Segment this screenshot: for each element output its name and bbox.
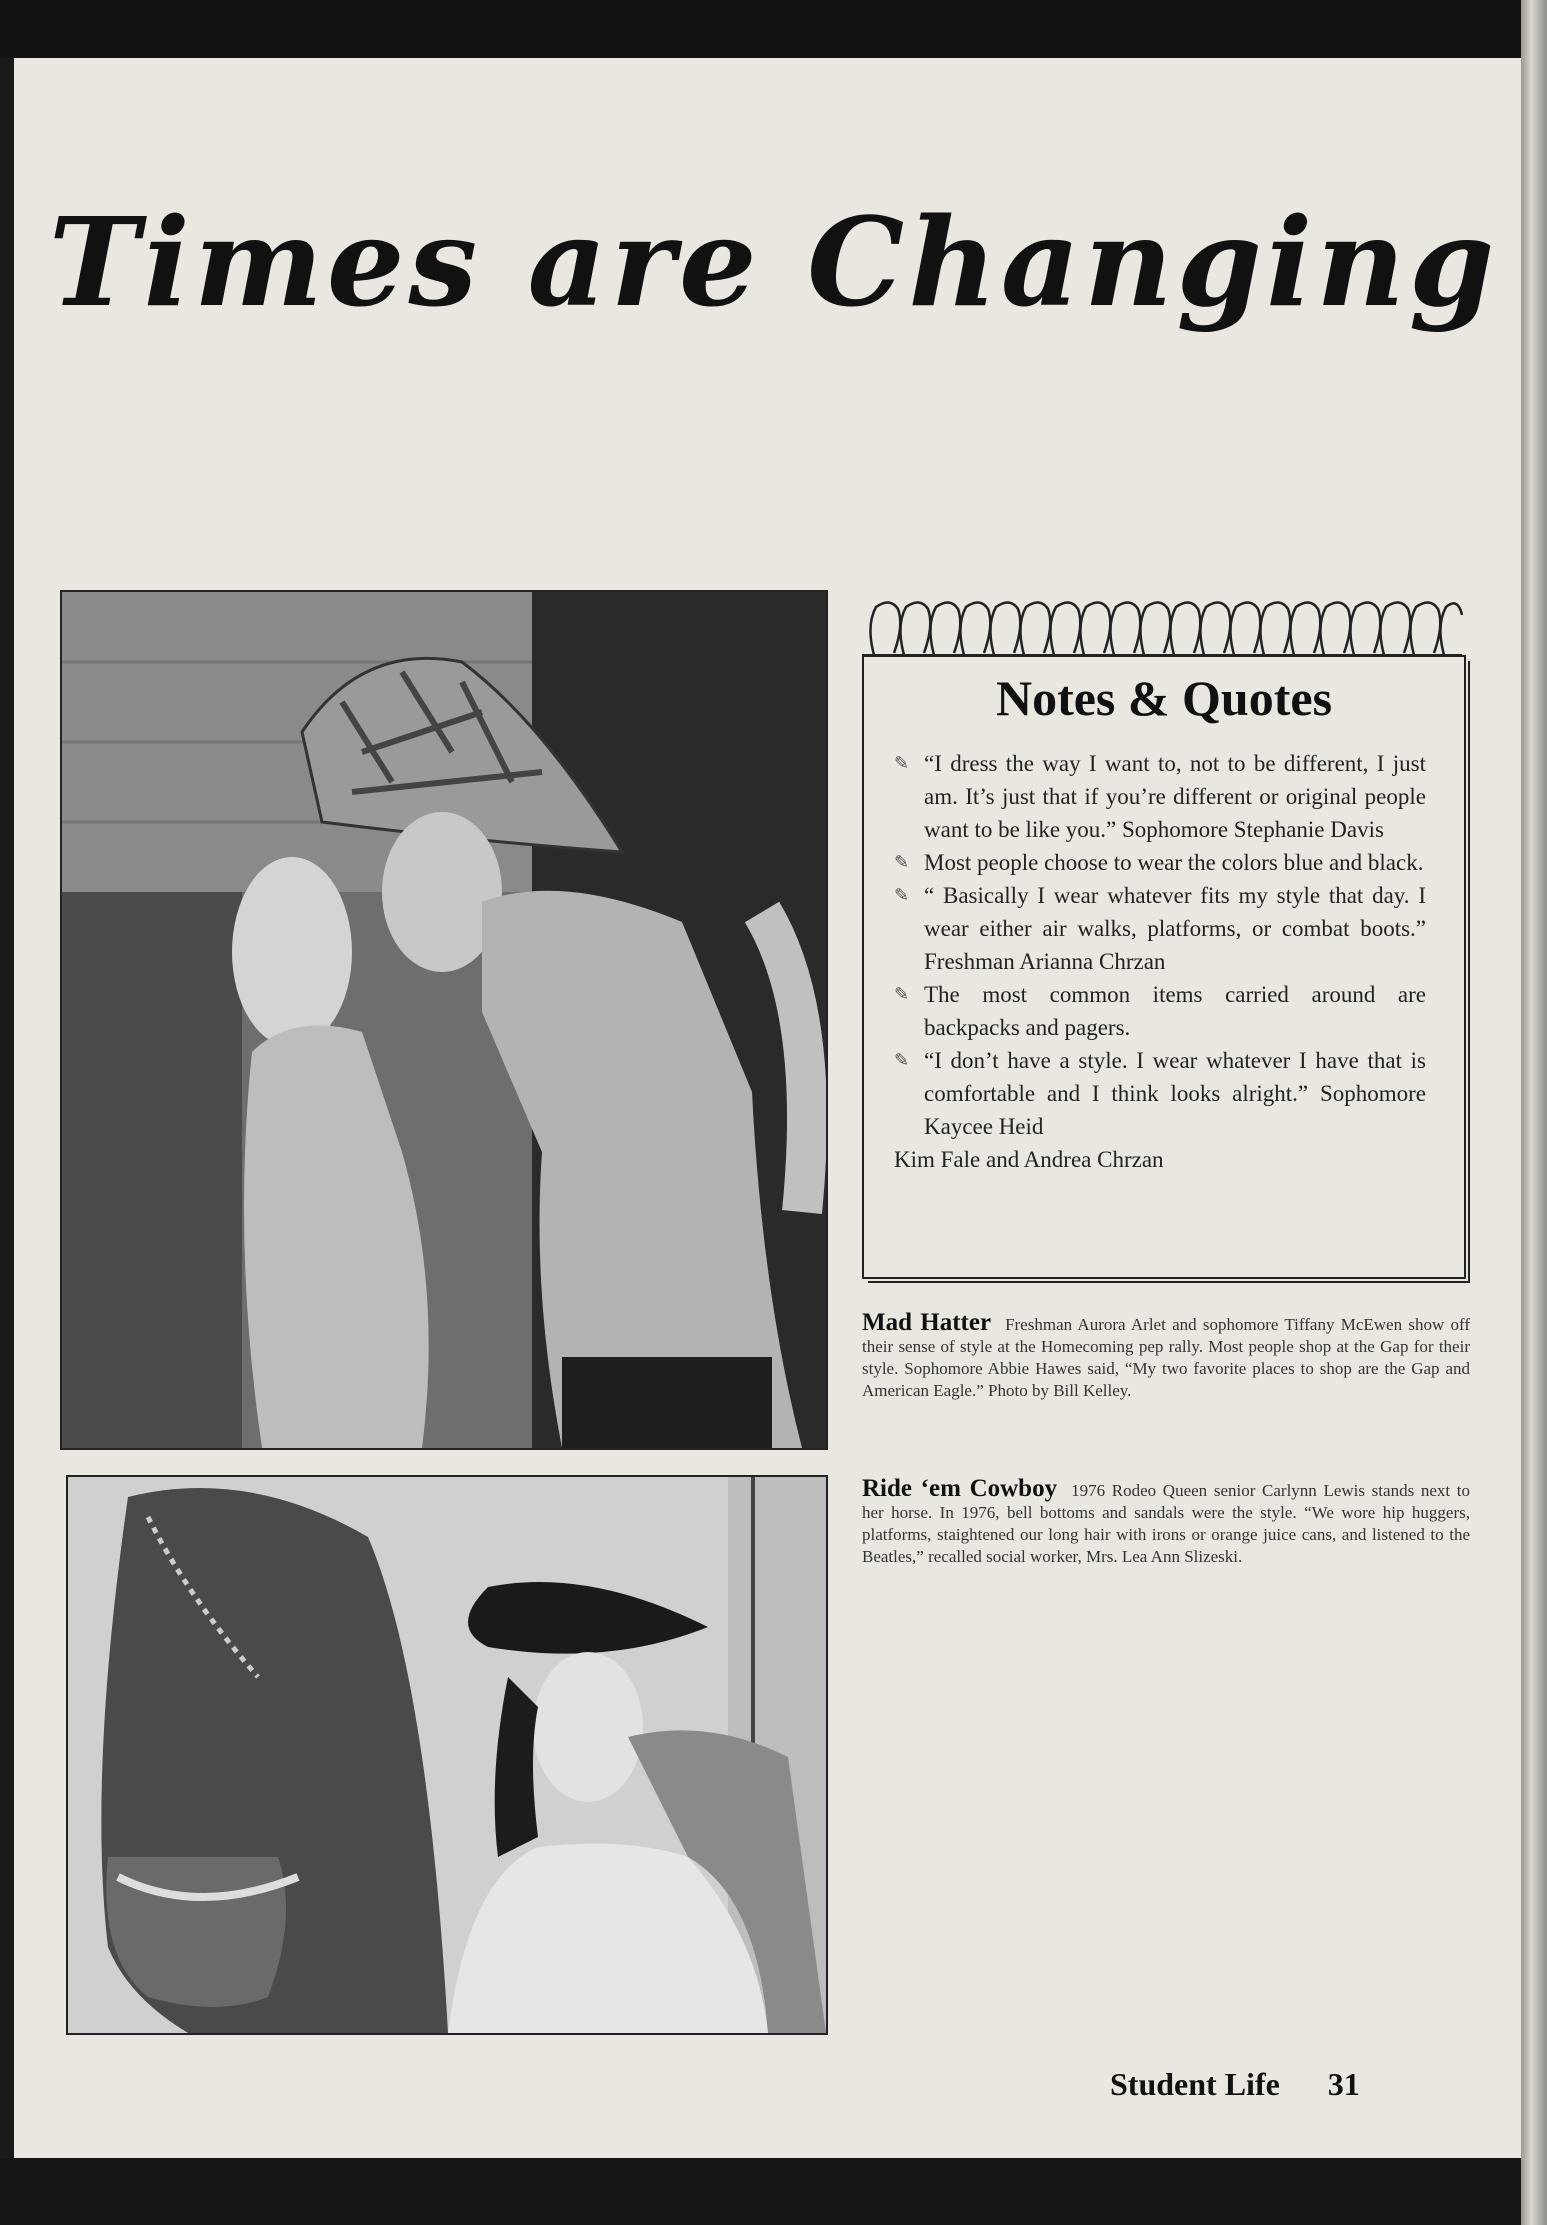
quote-item: ✎ Most people choose to wear the colors blue and black.	[894, 846, 1426, 879]
quote-item: ✎ “ Basically I wear whatever fits my style that day. I wear either air walks, platforms, or combat boots.” Freshman Arianna Chrzan	[894, 879, 1426, 978]
quote-item: ✎ “I don’t have a style. I wear whatever I have that is comfortable and I think looks alright.” Sophomore Kaycee Heid	[894, 1044, 1426, 1143]
quote-item: ✎ “I dress the way I want to, not to be different, I just am. It’s just that if you’re different or original people want to be like you.” Sophomore Stephanie Davis	[894, 747, 1426, 846]
pencil-icon: ✎	[894, 984, 910, 1004]
page-footer	[1110, 2066, 1360, 2103]
scan-top-edge	[0, 0, 1547, 58]
scan-bottom-edge	[0, 2158, 1547, 2225]
caption-lead: Ride ‘em Cowboy	[862, 1475, 1058, 1502]
caption-text: 1976 Rodeo Queen senior Carlynn Lewis stands next to her horse. In 1976, bell bottoms and sandals were the style. “We wore hip huggers, platforms, staightened our long hair with irons or orange juice cans, and listened to the Beatles,” recalled social worker, Mrs. Lea Ann Slizeski.	[862, 1481, 1470, 1566]
quotes-list	[894, 747, 1426, 1176]
pencil-icon: ✎	[894, 1050, 910, 1070]
caption-lead: Mad Hatter	[862, 1309, 992, 1336]
notes-byline: Kim Fale and Andrea Chrzan	[894, 1147, 1164, 1172]
mad-hatter-caption	[862, 1309, 1471, 1402]
spiral-binding	[862, 595, 1468, 655]
pencil-icon: ✎	[894, 753, 910, 773]
ride-em-cowboy-caption	[862, 1475, 1470, 1568]
page-number: 31	[1327, 2066, 1360, 2102]
caption-text: Freshman Aurora Arlet and sophomore Tiffany McEwen show off their sense of style at the Homecoming pep rally. Most people shop at the Gap for their style. Sophomore Abbie Hawes said, “My two favorite places to shop are the Gap and American Eagle.” Photo by Bill Kelley.	[862, 1315, 1471, 1400]
page-title: Times are Changing	[48, 190, 1499, 334]
pencil-icon: ✎	[894, 885, 910, 905]
ride-em-cowboy-photo	[66, 1475, 828, 2035]
pencil-icon: ✎	[894, 852, 910, 872]
notes-heading: Notes & Quotes	[995, 670, 1333, 726]
mad-hatter-photo	[60, 590, 828, 1450]
quote-item: ✎ The most common items carried around are backpacks and pagers.	[894, 978, 1426, 1044]
notes-and-quotes-box	[862, 595, 1468, 1279]
section-name: Student Life	[1110, 2066, 1280, 2102]
notepad-page	[862, 655, 1466, 1279]
